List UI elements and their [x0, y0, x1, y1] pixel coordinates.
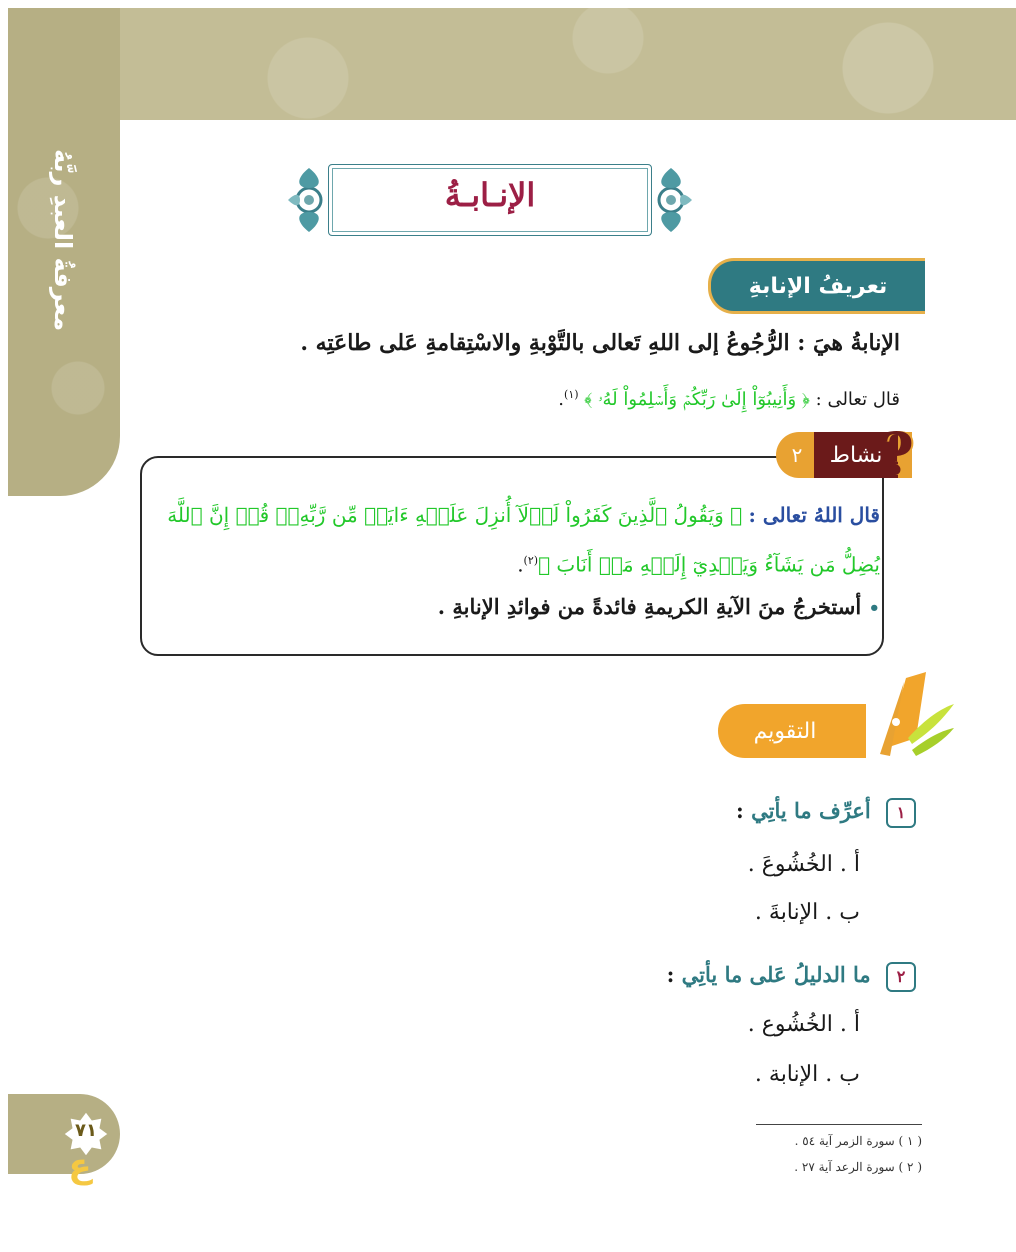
evaluation-question-2	[316, 962, 916, 992]
verse-period: .	[558, 389, 565, 410]
lesson-title: الإنـابـةُ	[444, 176, 536, 214]
activity-question	[360, 594, 880, 619]
answer-item: ب . الإنابة .	[754, 1062, 860, 1087]
activity-number: ٢	[791, 443, 803, 467]
verse-period: .	[517, 552, 524, 577]
footnote-divider	[756, 1124, 922, 1125]
evaluation-header: التقويم	[718, 704, 866, 758]
activity-label: نشاط	[814, 432, 898, 478]
question-colon: :	[666, 962, 675, 987]
lesson-title-frame	[286, 158, 694, 242]
question-text: ما الدليلُ عَلى ما يأتِي	[681, 962, 871, 987]
pen-icon	[846, 668, 956, 768]
answer-item: ب . الإنابةَ .	[754, 900, 860, 925]
watermark-logo: ع	[68, 1146, 92, 1186]
evaluation-question-1	[316, 798, 916, 828]
question-number: ٢	[886, 962, 916, 992]
bullet-icon: •	[868, 598, 880, 619]
definition-header: تعريفُ الإنابةِ	[708, 258, 925, 314]
activity-question-text: أستخرجُ منَ الآيةِ الكريمةِ فائدةً من فوائدِ الإنابةِ .	[437, 594, 862, 619]
answer-item: أ . الخُشُوع .	[747, 1012, 860, 1037]
page-number: ٧١	[75, 1120, 97, 1141]
footnote-ref: (٢)	[523, 554, 539, 567]
footnote: ( ٢ ) سورة الرعد آية ٢٧ .	[794, 1160, 922, 1174]
question-mark-icon: ?	[880, 420, 914, 488]
question-number: ١	[886, 798, 916, 828]
top-decorative-band	[8, 8, 1016, 120]
unit-title: معرفةُ العبدِ ربَّهُ	[49, 148, 77, 332]
definition-text: الإنابةُ هيَ : الرُّجُوعُ إلى اللهِ تَعالى بالتَّوْبةِ والاسْتِقامةِ عَلى طاعَتِه .	[300, 330, 900, 356]
footnote: ( ١ ) سورة الزمر آية ٥٤ .	[794, 1134, 922, 1148]
verse-intro: قال تعالى :	[815, 389, 900, 410]
footnote-ref: (١)	[564, 388, 579, 401]
question-text: أعرِّف ما يأتِي	[751, 798, 871, 823]
activity-intro: قال اللهُ تعالى :	[748, 503, 880, 527]
activity-verse-block	[160, 492, 880, 588]
quran-verse: ﴿ وَأَنِيبُوٓاْ إِلَىٰ رَبِّكُمۡ وَأَسۡلِمُواْ لَهُۥ ﴾	[584, 389, 810, 410]
question-colon: :	[736, 798, 744, 823]
definition-verse-line	[300, 388, 900, 410]
activity-verse: ﴿ وَيَقُولُ ٱلَّذِينَ كَفَرُواْ لَوۡلَآ أُنزِلَ عَلَيۡهِ ءَايَةٞ مِّن رَّبِّهِۦۚ قُلۡ إِنَّ ٱللَّهَ يُضِلُّ مَن يَشَآءُ وَيَهۡدِيٓ إِلَيۡهِ مَنۡ أَنَابَ ﴾	[167, 503, 880, 577]
answer-item: أ . الخُشُوعَ .	[747, 852, 860, 877]
